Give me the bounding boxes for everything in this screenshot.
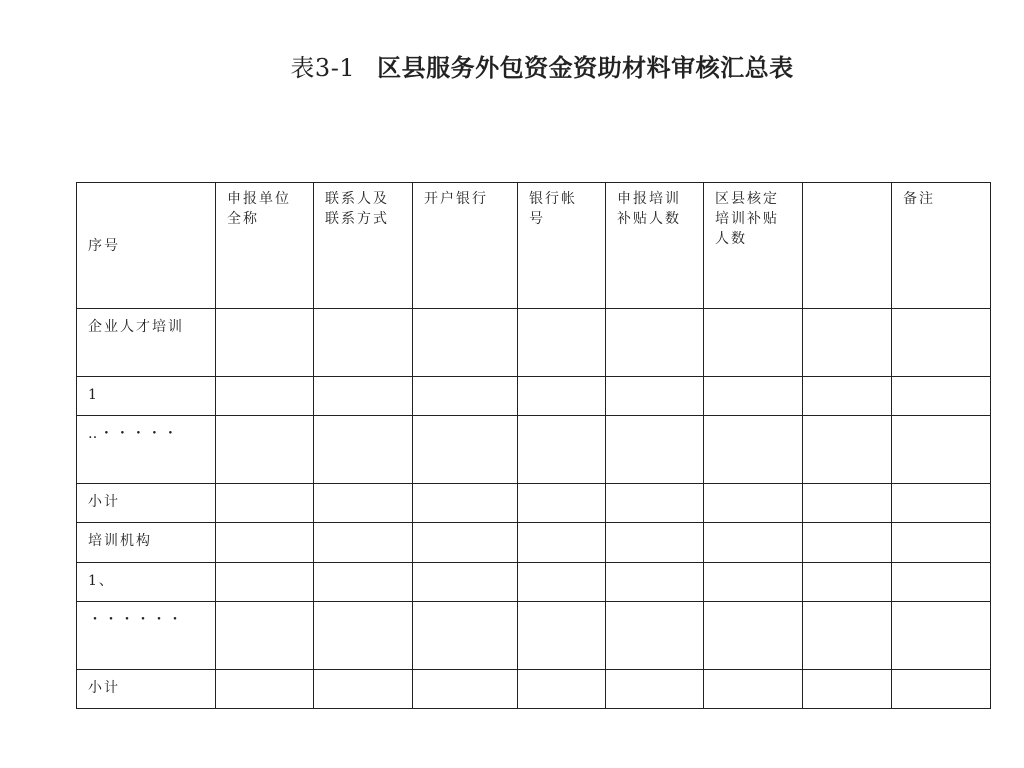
table-cell (892, 563, 991, 602)
table-cell (892, 523, 991, 563)
table-cell (413, 416, 518, 484)
table-cell (413, 670, 518, 709)
table-cell (314, 416, 413, 484)
table-cell (314, 523, 413, 563)
table-cell (606, 309, 704, 377)
table-cell (413, 377, 518, 416)
table-cell (704, 670, 803, 709)
table-header-row (77, 183, 991, 309)
table-cell (803, 563, 892, 602)
table-row (77, 309, 991, 377)
table-cell (216, 416, 314, 484)
table-cell (704, 602, 803, 670)
table-cell (216, 602, 314, 670)
table-cell (892, 484, 991, 523)
header-bank: 开户银行 (413, 183, 518, 309)
table-cell (606, 563, 704, 602)
table-cell (803, 670, 892, 709)
table-cell (518, 309, 606, 377)
table-cell (892, 416, 991, 484)
table-cell (892, 309, 991, 377)
table-cell (606, 523, 704, 563)
summary-table (76, 182, 991, 709)
table-cell (803, 523, 892, 563)
table-cell (518, 484, 606, 523)
table-cell (803, 377, 892, 416)
row-label: ・・・・・・ (77, 602, 216, 670)
table-cell (216, 309, 314, 377)
row-label: 1 (77, 377, 216, 416)
table-cell (518, 563, 606, 602)
row-label: ‥・・・・・ (77, 416, 216, 484)
table-row (77, 670, 991, 709)
table-cell (704, 377, 803, 416)
table-cell (413, 309, 518, 377)
table-cell (413, 563, 518, 602)
table-cell (216, 670, 314, 709)
table-cell (518, 523, 606, 563)
table-cell (803, 309, 892, 377)
table-cell (892, 602, 991, 670)
table-cell (413, 523, 518, 563)
table-cell (314, 309, 413, 377)
table-cell (518, 602, 606, 670)
table-title: 区县服务外包资金资助材料审核汇总表 (377, 54, 794, 82)
table-cell (413, 602, 518, 670)
table-cell (606, 377, 704, 416)
header-account: 银行帐 号 (518, 183, 606, 309)
table-cell (606, 484, 704, 523)
header-applicant: 申报单位 全称 (216, 183, 314, 309)
header-blank (803, 183, 892, 309)
table-cell (892, 377, 991, 416)
table-row (77, 484, 991, 523)
table-cell (518, 670, 606, 709)
table-cell (704, 484, 803, 523)
table-cell (314, 484, 413, 523)
table-cell (606, 602, 704, 670)
table-cell (803, 602, 892, 670)
table-cell (413, 484, 518, 523)
table-row (77, 563, 991, 602)
table-cell (892, 670, 991, 709)
header-approved-count: 区县核定 培训补贴 人数 (704, 183, 803, 309)
table-row (77, 602, 991, 670)
row-label: 培训机构 (77, 523, 216, 563)
table-cell (704, 416, 803, 484)
table-cell (216, 523, 314, 563)
document-title (0, 48, 1024, 83)
table-cell (606, 416, 704, 484)
table-cell (606, 670, 704, 709)
table-cell (216, 377, 314, 416)
header-contact: 联系人及 联系方式 (314, 183, 413, 309)
table-row (77, 416, 991, 484)
header-applied-count: 申报培训 补贴人数 (606, 183, 704, 309)
row-label: 1、 (77, 563, 216, 602)
table-cell (704, 309, 803, 377)
table-row (77, 377, 991, 416)
table-cell (704, 523, 803, 563)
table-number: 表3-1 (290, 54, 356, 82)
row-label: 企业人才培训 (77, 309, 216, 377)
table-cell (518, 377, 606, 416)
table-cell (518, 416, 606, 484)
table-cell (314, 670, 413, 709)
table-cell (704, 563, 803, 602)
table-cell (216, 484, 314, 523)
table-cell (216, 563, 314, 602)
table-cell (314, 563, 413, 602)
header-remarks: 备注 (892, 183, 991, 309)
table-cell (314, 377, 413, 416)
row-label: 小计 (77, 670, 216, 709)
table-cell (314, 602, 413, 670)
table-row (77, 523, 991, 563)
row-label: 小计 (77, 484, 216, 523)
table-cell (803, 484, 892, 523)
header-serial: 序号 (77, 183, 216, 309)
table-cell (803, 416, 892, 484)
